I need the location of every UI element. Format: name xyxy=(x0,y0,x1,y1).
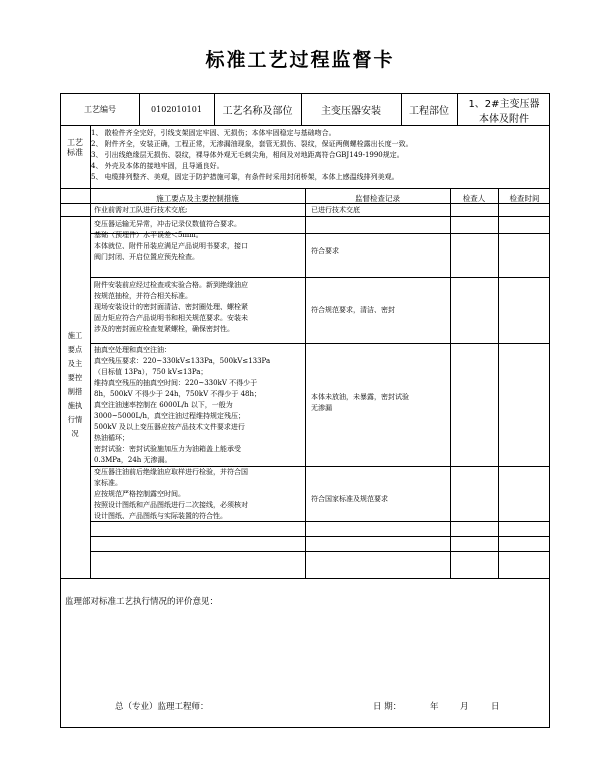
column-record: 监督检查记录 xyxy=(355,194,400,203)
project-part-label: 工程部位 xyxy=(409,106,449,117)
column-time: 检查时间 xyxy=(509,194,540,203)
date-month-label: 月 xyxy=(460,702,469,712)
record-cell: 本体未放油，未暴露，密封试验 无渗漏 xyxy=(311,393,409,412)
standard-item: 2、 附件齐全，安装正确，工程正常，无渗漏油现象，套管无损伤、裂纹，保证两侧螺栓露出长度一致。 xyxy=(91,140,413,148)
requirement-cell: 变压器注油前后绝缘油应取样进行检验，并符合国 家标准。 应按规范严格控制露空时间。 按照设计图纸和产品图纸进行二次接线，必须核对 设计图纸、产品图纸与实际装置的符合性。 xyxy=(94,468,248,520)
record-cell: 符合规范要求，清洁、密封 xyxy=(311,306,395,314)
page-title: 标准工艺过程监督卡 xyxy=(205,49,395,71)
column-requirements: 施工要点及主要控制措施 xyxy=(156,194,239,203)
standard-item: 4、 外壳及本体的接地牢固，且导通良好。 xyxy=(91,162,224,170)
process-standard-label: 工艺标准 xyxy=(67,138,83,157)
date-year-label: 年 xyxy=(430,702,439,712)
requirement-cell: 作业前需对工队进行技术交底; xyxy=(94,206,188,214)
process-standard-list xyxy=(91,128,547,183)
process-name-label: 工艺名称及部位 xyxy=(222,106,293,117)
date-day-label: 日 xyxy=(491,702,500,712)
record-cell: 符合国家标准及规范要求 xyxy=(311,495,388,503)
execution-status-label: 施工要点及主要控制措施执行情况 xyxy=(67,331,83,438)
standard-item: 1、 散检件齐全完好，引线支架固定牢固、无损伤；本体牢固稳定与基础吻合。 xyxy=(91,129,336,137)
evaluation-prompt: 监理部对标准工艺执行情况的评价意见： xyxy=(65,597,219,607)
requirement-cell: 附件安装前应经过检查或实验合格。新到绝缘油应 按规范抽检，并符合相关标准。 现场安装设计的密封面清洁、密封圈处理、螺栓紧 固力矩应符合产品说明书和相关规范要求。安装未 涉及的密封面应检查复紧螺栓，确保密封性。 xyxy=(94,281,248,333)
process-code-value: 0102010101 xyxy=(151,105,202,114)
supervision-card-table xyxy=(60,93,550,728)
record-cell: 符合要求 xyxy=(311,247,339,255)
process-name-value: 主变压器安装 xyxy=(321,106,381,117)
standard-item: 5、 电缆排列整齐、美观，固定于防护措施可靠，有条件时采用封闭桥架，本体上感温线排列美观。 xyxy=(91,173,399,181)
record-cell: 已进行技术交底 xyxy=(311,206,360,214)
date-label: 日 期： xyxy=(373,702,402,712)
column-inspector: 检查人 xyxy=(462,194,486,203)
standard-item: 3、 引出线绝缘层无损伤、裂纹，裸导体外观无毛刺尖角，相间及对地距离符合GBJ149-1990规定。 xyxy=(91,151,404,159)
process-code-label: 工艺编号 xyxy=(84,105,116,114)
project-part-value: 1、2#主变压器 本体及附件 xyxy=(468,98,540,125)
requirement-cell: 变压器运输无异常，冲击记录仪数值符合要求。 基础（预埋件）水平误差＜5mm。 本体就位、附件吊装应满足产品说明书要求，接口 阀门封闭、开启位置应预先检查。 xyxy=(94,220,248,261)
chief-engineer-label: 总（专业）监理工程师： xyxy=(115,702,209,712)
requirement-cell: 抽真空处理和真空注油： 真空残压要求：220~330kV≤133Pa，500kV≤133Pa （目标值 13Pa），750 kV≤13Pa； 维持真空残压的抽真空时间：220~330kV 不得少于 8h，500kV 不得少于 24h，750kV 不得少于 48h； 真空注油速率控制在 6000L/h 以下，一般为 3000~5000L/h，真空注油过程维持规定残压； 500kV 及以上变压器应按产品技术文件要求进行 热油循环； 密封试验：密封试验施加压力为油箱盖上能承受 0.3MPa，24h 无渗漏。 xyxy=(94,346,271,464)
